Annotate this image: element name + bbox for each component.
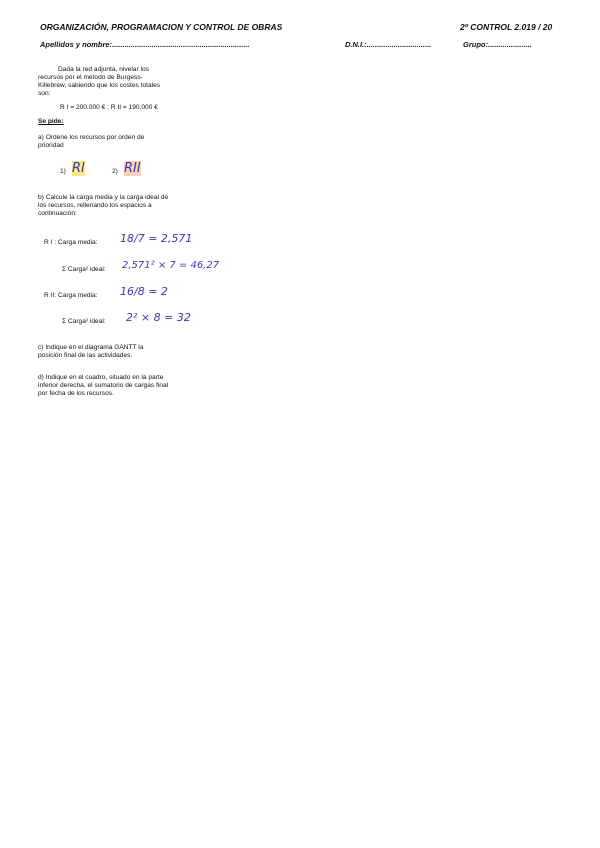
r1-ideal-label: Σ Carga² ideal: (62, 266, 106, 273)
gantt-chart (222, 64, 600, 614)
priority-1-label: 1) (60, 168, 66, 175)
priority-2-label: 2) (112, 168, 118, 175)
r2-ideal-label: Σ Carga² ideal: (62, 318, 106, 325)
question-a: a) Ordene los recursos por orden de prioridad (38, 134, 145, 149)
r2-media-label: R II: Carga media: (44, 292, 98, 299)
r2-media-value: 16/8 = 2 (120, 285, 168, 298)
dni-field: D.N.I.:............................... (345, 40, 432, 49)
priority-2-answer: RII (124, 161, 141, 176)
r1-media-label: R I : Carga media: (44, 239, 98, 246)
costs-text: R I = 200.000 € ; R II = 190.000 € (60, 104, 158, 111)
question-d: d) Indique en el cuadro, situado en la parte inferior derecha, el sumatorio de cargas final por fecha de los recursos. (38, 374, 169, 397)
r1-ideal-value: 2,571² × 7 = 46,27 (122, 260, 220, 271)
control-label: 2º CONTROL 2.019 / 20 (460, 22, 553, 32)
apellidos-field: Apellidos y nombre:.................................................................. (40, 40, 250, 49)
network-diagram (20, 615, 600, 790)
final-load-table (276, 790, 558, 826)
doc-title: ORGANIZACIÓN, PROGRAMACION Y CONTROL DE OBRAS (40, 22, 283, 32)
r2-ideal-value: 2² × 8 = 32 (126, 311, 191, 324)
question-b: b) Calcule la carga media y la carga ideal de los recursos, rellenando los espacios a continuación: (38, 194, 169, 217)
se-pide: Se pide: (38, 118, 64, 125)
r1-media-value: 18/7 = 2,571 (120, 232, 193, 245)
question-c: c) Indique en el diagrama GANTT la posición final de las actividades. (38, 344, 144, 359)
intro-text: Dada la red adjunta, nivelar los recursos por el método de Burgess- Killebrew, sabiendo que los costes totales son: (38, 66, 161, 97)
priority-1-answer: RI (72, 161, 85, 176)
grupo-field: Grupo:..................... (463, 40, 532, 49)
